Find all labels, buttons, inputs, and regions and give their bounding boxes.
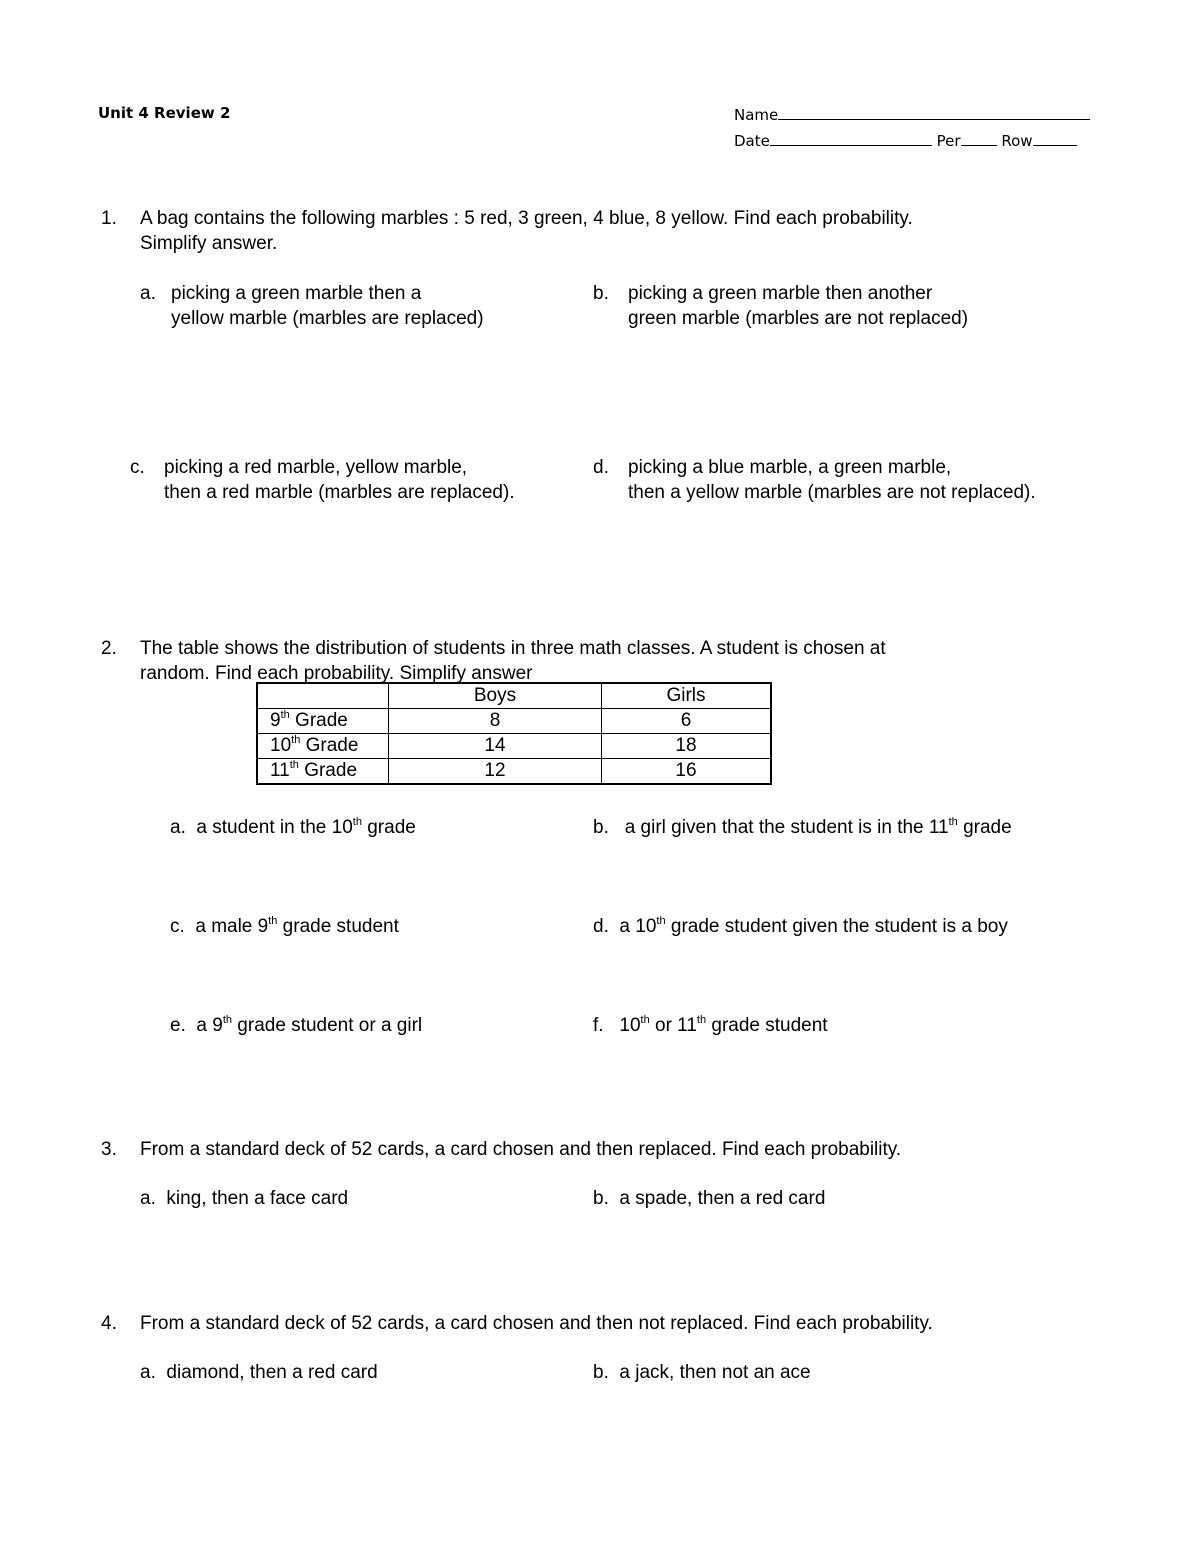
q4b-item: [593, 1360, 811, 1385]
q2e-letter: e.: [170, 1015, 186, 1036]
distribution-table: [256, 682, 772, 785]
q1d-line2: then a yellow marble (marbles are not replaced).: [628, 482, 1036, 503]
q3a-text: king, then a face card: [166, 1188, 349, 1209]
q3a-item: [140, 1186, 348, 1211]
q2-text-line2: random. Find each probability. Simplify answer: [140, 663, 533, 684]
q2e-sup: th: [222, 1013, 233, 1026]
q2d-sup: th: [656, 914, 666, 927]
table-row: [257, 734, 771, 759]
q4a-letter: a.: [140, 1362, 156, 1383]
grade-suffix: th: [289, 758, 299, 771]
q2c-text-end: grade student: [277, 916, 399, 937]
q2b-sup: th: [948, 815, 958, 828]
table-header-cell: Boys: [389, 683, 602, 709]
q3-text: From a standard deck of 52 cards, a card chosen and then replaced. Find each probability.: [140, 1139, 902, 1160]
q2b-text-end: grade: [957, 817, 1012, 838]
date-label: Date: [734, 132, 770, 150]
q2d-letter: d.: [593, 916, 609, 937]
name-field[interactable]: [734, 104, 1090, 124]
q4-text: From a standard deck of 52 cards, a card chosen and then not replaced. Find each probability.: [140, 1313, 933, 1334]
q2-number: 2.: [101, 638, 117, 659]
table-header-cell: [257, 683, 389, 709]
name-label: Name: [734, 106, 779, 124]
q2a-text-end: grade: [361, 817, 416, 838]
q2f-item: [593, 1013, 828, 1038]
q3-number: 3.: [101, 1139, 117, 1160]
boys-cell: 14: [389, 734, 602, 759]
q4a-item: [140, 1360, 378, 1385]
grade-number: 9: [270, 710, 281, 731]
q2a-item: [170, 815, 416, 840]
q1b-line2: green marble (marbles are not replaced): [628, 308, 969, 329]
q3b-text: a spade, then a red card: [619, 1188, 826, 1209]
q4b-letter: b.: [593, 1362, 609, 1383]
q2c-sup: th: [268, 914, 278, 927]
q2f-sup2: th: [696, 1013, 707, 1026]
q2f-text-end: grade student: [706, 1015, 828, 1036]
q2a-letter: a.: [170, 817, 186, 838]
q1-number: 1.: [101, 208, 117, 229]
q2a-text: a student in the 10: [196, 817, 353, 838]
q2e-text: a 9: [196, 1015, 223, 1036]
q2f-text-mid: or 11: [649, 1015, 697, 1036]
date-blank[interactable]: [770, 130, 932, 146]
q1b-line1: picking a green marble then another: [628, 283, 933, 304]
q1d-letter: d.: [593, 457, 609, 478]
girls-cell: 16: [602, 759, 772, 785]
q2d-item: [593, 914, 1008, 939]
grade-suffix: th: [291, 733, 301, 746]
q2-text-line1: The table shows the distribution of students in three math classes. A student is chosen at: [140, 638, 886, 659]
q2f-text: 10: [619, 1015, 641, 1036]
girls-cell: 18: [602, 734, 772, 759]
row-blank[interactable]: [1033, 130, 1077, 146]
q2b-text: a girl given that the student is in the 11: [624, 817, 949, 838]
q2d-text-end: grade student given the student is a boy: [665, 916, 1008, 937]
grade-word: Grade: [289, 710, 348, 731]
grade-cell: [257, 734, 389, 759]
q1-text-line1: A bag contains the following marbles : 5 red, 3 green, 4 blue, 8 yellow. Find each probability.: [140, 208, 913, 229]
per-label: Per: [936, 132, 961, 150]
table-row: [257, 709, 771, 734]
q3a-letter: a.: [140, 1188, 156, 1209]
name-blank[interactable]: [778, 104, 1090, 120]
q2c-item: [170, 914, 399, 939]
q3b-item: [593, 1186, 825, 1211]
q3b-letter: b.: [593, 1188, 609, 1209]
q1a-letter: a.: [140, 283, 156, 304]
q2e-item: [170, 1013, 422, 1038]
q2b-item: [593, 815, 1012, 840]
boys-cell: 8: [389, 709, 602, 734]
table-header-cell: Girls: [602, 683, 772, 709]
grade-cell: [257, 709, 389, 734]
worksheet-title: Unit 4 Review 2: [98, 104, 231, 122]
boys-cell: 12: [389, 759, 602, 785]
q2b-letter: b.: [593, 817, 609, 838]
q1b-letter: b.: [593, 283, 609, 304]
q4-number: 4.: [101, 1313, 117, 1334]
row-label: Row: [1001, 132, 1033, 150]
q1a-line2: yellow marble (marbles are replaced): [171, 308, 484, 329]
q2c-text: a male 9: [195, 916, 269, 937]
q2a-sup: th: [352, 815, 362, 828]
girls-cell: 6: [602, 709, 772, 734]
q2e-text-end: grade student or a girl: [232, 1015, 423, 1036]
grade-word: Grade: [300, 735, 359, 756]
grade-number: 10: [270, 735, 292, 756]
q1c-line2: then a red marble (marbles are replaced).: [164, 482, 515, 503]
q4a-text: diamond, then a red card: [166, 1362, 378, 1383]
q4b-text: a jack, then not an ace: [619, 1362, 811, 1383]
per-blank[interactable]: [961, 130, 997, 146]
q1c-line1: picking a red marble, yellow marble,: [164, 457, 468, 478]
grade-cell: [257, 759, 389, 785]
q1d-line1: picking a blue marble, a green marble,: [628, 457, 952, 478]
grade-number: 11: [270, 760, 290, 781]
grade-suffix: th: [280, 708, 290, 721]
q2c-letter: c.: [170, 916, 185, 937]
q2d-text: a 10: [619, 916, 657, 937]
table-header-row: [257, 683, 771, 709]
q2f-sup: th: [640, 1013, 650, 1026]
grade-word: Grade: [298, 760, 358, 781]
q1c-letter: c.: [130, 457, 145, 478]
table-row: [257, 759, 771, 785]
q1a-line1: picking a green marble then a: [171, 283, 422, 304]
q2f-letter: f.: [593, 1015, 604, 1036]
q1-text-line2: Simplify answer.: [140, 233, 278, 254]
date-per-row-line: [734, 130, 1077, 150]
